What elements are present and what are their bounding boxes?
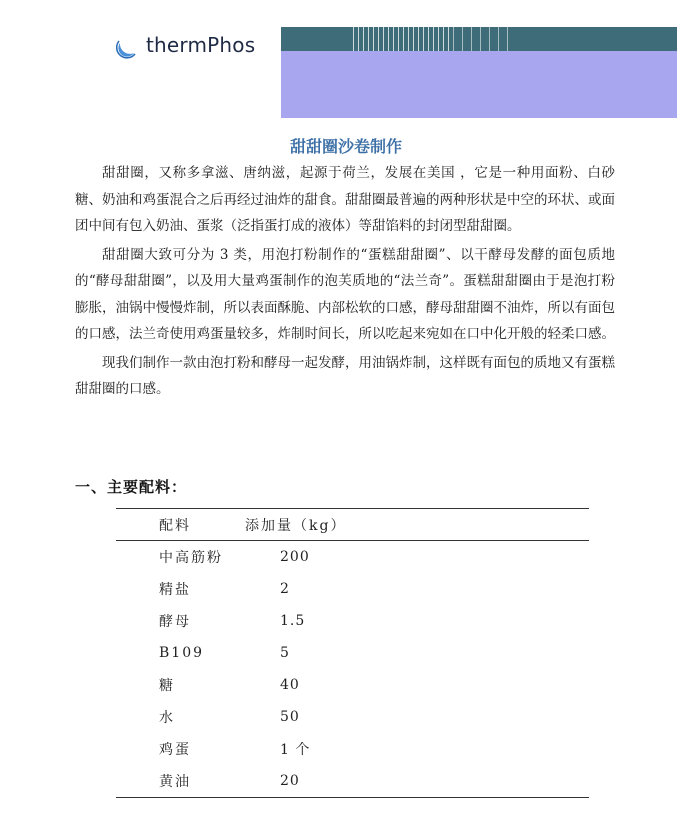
ingredient-name: 酵母 (159, 614, 191, 630)
table-row (116, 637, 589, 669)
header-banner (281, 27, 677, 118)
ingredient-amount: 2 (280, 581, 290, 597)
table-row (116, 701, 589, 733)
ingredient-amount: 1 个 (280, 742, 311, 758)
page-title: 甜甜圈沙卷制作 (289, 137, 402, 156)
ingredient-name: 水 (159, 710, 175, 726)
banner-top-band (281, 27, 677, 51)
ingredient-amount: 1.5 (280, 613, 306, 629)
column-header-ingredient: 配料 (159, 517, 191, 534)
ingredient-amount: 40 (280, 677, 300, 693)
thermphos-logo (116, 28, 255, 62)
table-row (116, 733, 589, 765)
ingredient-name: 鸡蛋 (159, 742, 191, 758)
table-row (116, 573, 589, 605)
table-bottom-rule (116, 797, 589, 798)
paragraph: 现我们制作一款由泡打粉和酵母一起发酵，用油锅炸制，这样既有面包的质地又有蛋糕甜甜圈的口感。 (75, 354, 615, 397)
ingredient-name: B109 (159, 645, 205, 661)
table-row (116, 605, 589, 637)
paragraph: 甜甜圈大致可分为 3 类，用泡打粉制作的“蛋糕甜甜圈”、以干酵母发酵的面包质地的“酵母甜甜圈”，以及用大量鸡蛋制作的泡芙质地的“法兰奇”。蛋糕甜甜圈由于是泡打粉膨胀，油锅中慢慢炸制，所以表面酥脆、内部松软的口感，酵母甜甜圈不油炸，所以有面包的口感，法兰奇使用鸡蛋量较多，炸制时间长，所以吃起来宛如在口中化开般的轻柔口感。 (75, 246, 615, 342)
ingredient-name: 黄油 (159, 774, 191, 790)
paragraph: 甜甜圈，又称多拿滋、唐纳滋，起源于荷兰，发展在美国 ，它是一种用面粉、白砂糖、奶油和鸡蛋混合之后再经过油炸的甜食。甜甜圈最普遍的两种形状是中空的环状、或面团中间有包入奶油、蛋浆（泛指蛋打成的液体）等甜馅料的封闭型甜甜圈。 (75, 165, 615, 234)
table-body (116, 541, 589, 797)
table-row (116, 541, 589, 573)
banner-bottom-band (281, 51, 677, 118)
ingredient-name: 中高筋粉 (159, 550, 223, 566)
ingredient-amount: 5 (280, 645, 290, 661)
ingredient-amount: 20 (280, 773, 300, 789)
ingredient-amount: 50 (280, 709, 300, 725)
table-row (116, 669, 589, 701)
table-header-row (116, 509, 589, 540)
ingredient-name: 糖 (159, 678, 175, 694)
section-heading: 一、主要配料： (75, 478, 188, 496)
ingredient-amount: 200 (280, 549, 310, 565)
column-header-amount: 添加量（kg） (245, 517, 347, 534)
article-body (75, 160, 615, 405)
ingredient-name: 精盐 (159, 582, 191, 598)
table-row (116, 765, 589, 797)
ingredients-table (116, 508, 589, 798)
crescent-logo-icon (116, 37, 138, 59)
logo-text: thermPhos (146, 33, 256, 57)
page-header (0, 0, 692, 120)
